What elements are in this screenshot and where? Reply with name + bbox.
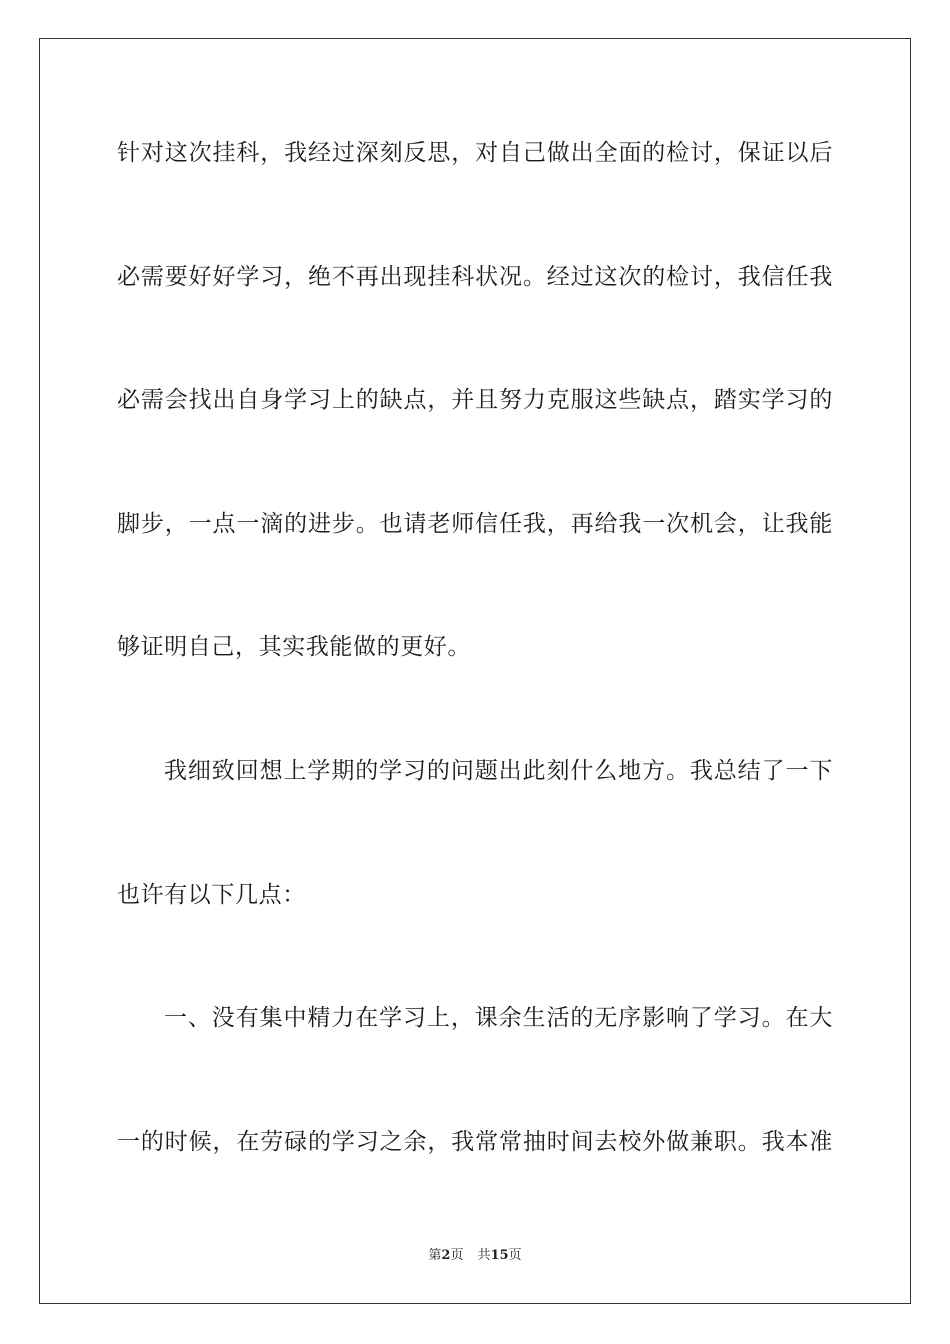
total-prefix: 共 <box>477 1248 491 1263</box>
page-suffix: 页 <box>450 1248 464 1263</box>
body-text-line: 够证明自己，其实我能做的更好。 <box>117 634 471 660</box>
paragraph-first-line: 我细致回想上学期的学习的问题出此刻什么地方。我总结了一下 <box>164 758 833 784</box>
page-prefix: 第 <box>428 1248 442 1263</box>
body-text-line: 一的时候，在劳碌的学习之余，我常常抽时间去校外做兼职。我本准 <box>117 1129 833 1155</box>
paragraph-first-line: 一、没有集中精力在学习上，课余生活的无序影响了学习。在大 <box>164 1005 833 1031</box>
body-text-line: 也许有以下几点： <box>117 882 306 908</box>
total-suffix: 页 <box>508 1248 522 1263</box>
page-border <box>39 38 911 1304</box>
page-footer <box>0 1247 950 1265</box>
body-text-line: 脚步，一点一滴的进步。也请老师信任我，再给我一次机会，让我能 <box>117 511 833 537</box>
body-text-line: 必需会找出自身学习上的缺点，并且努力克服这些缺点，踏实学习的 <box>117 387 833 413</box>
page-number: 2 <box>441 1248 451 1263</box>
body-text-line: 针对这次挂科，我经过深刻反思，对自己做出全面的检讨，保证以后 <box>117 140 833 166</box>
total-pages: 15 <box>490 1248 509 1263</box>
body-text-line: 必需要好好学习，绝不再出现挂科状况。经过这次的检讨，我信任我 <box>117 264 833 290</box>
